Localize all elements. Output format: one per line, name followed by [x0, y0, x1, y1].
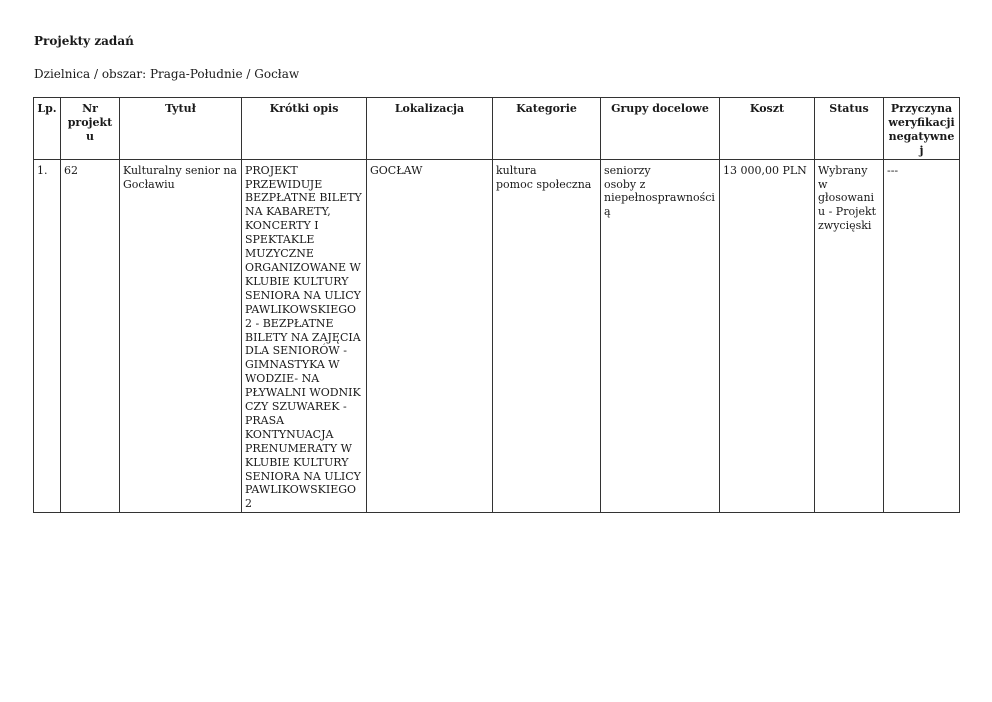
cell-status: Wybrany w głosowaniu - Projekt zwycięski [815, 159, 884, 513]
cell-cost: 13 000,00 PLN [720, 159, 815, 513]
cell-description: PROJEKT PRZEWIDUJE BEZPŁATNE BILETY NA KABARETY, KONCERTY I SPEKTAKLE MUZYCZNE ORGANIZOWANE W KLUBIE KULTURY SENIORA NA ULICY PAWLIKOWSKIEGO 2 - BEZPŁATNE BILETY NA ZAJĘCIA DLA SENIORÓW - GIMNASTYKA W WODZIE- NA PŁYWALNI WODNIK CZY SZUWAREK - PRASA KONTYNUACJA PRENUMERATY W KLUBIE KULTURY SENIORA NA ULICY PAWLIKOWSKIEGO 2 [242, 159, 367, 513]
header-nr: Nr projektu [61, 98, 120, 160]
table-body [34, 159, 960, 513]
header-status: Status [815, 98, 884, 160]
cell-nr: 62 [61, 159, 120, 513]
cell-groups: seniorzy osoby z niepełnosprawnością [601, 159, 720, 513]
cell-location: GOCŁAW [367, 159, 493, 513]
header-title: Tytuł [120, 98, 242, 160]
header-groups: Grupy docelowe [601, 98, 720, 160]
header-description: Krótki opis [242, 98, 367, 160]
district-label: Dzielnica / obszar: Praga-Południe / Gocław [34, 67, 300, 81]
table-header [34, 98, 960, 160]
cell-reason: --- [884, 159, 960, 513]
header-category: Kategorie [493, 98, 601, 160]
header-reason: Przyczyna weryfikacji negatywnej [884, 98, 960, 160]
projects-table [33, 97, 960, 513]
table-row [34, 159, 960, 513]
header-location: Lokalizacja [367, 98, 493, 160]
page-title: Projekty zadań [34, 34, 134, 48]
cell-title: Kulturalny senior na Gocławiu [120, 159, 242, 513]
cell-lp: 1. [34, 159, 61, 513]
header-cost: Koszt [720, 98, 815, 160]
header-lp: Lp. [34, 98, 61, 160]
header-row [34, 98, 960, 160]
cell-category: kultura pomoc społeczna [493, 159, 601, 513]
